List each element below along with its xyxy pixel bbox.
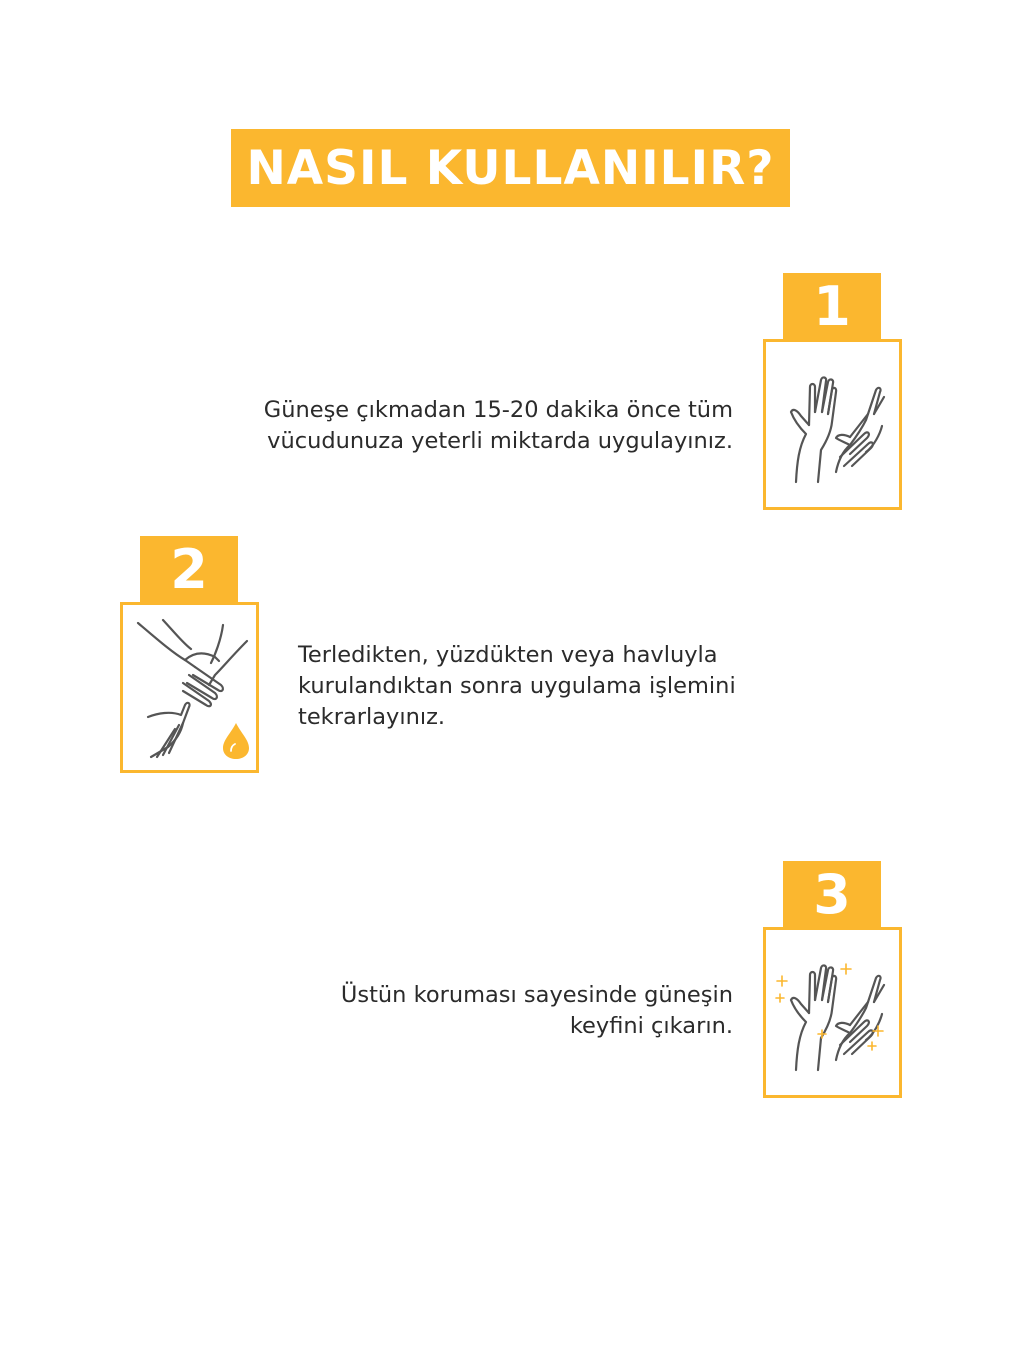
step-3-line-2: keyfini çıkarın. — [569, 1013, 733, 1039]
hands-apply-icon — [766, 342, 899, 507]
hands-sparkle-icon — [766, 930, 899, 1095]
page-title: NASIL KULLANILIR? — [246, 140, 775, 196]
step-2-number-tab — [140, 536, 238, 602]
step-3-number: 3 — [813, 862, 851, 926]
step-3-icon-box — [763, 927, 902, 1098]
step-2-line-2: kurulandıktan sonra uygulama işlemini — [298, 673, 736, 699]
step-1-line-2: vücudunuza yeterli miktarda uygulayınız. — [267, 428, 733, 454]
step-2-line-3: tekrarlayınız. — [298, 704, 446, 730]
step-3-number-tab — [783, 861, 881, 927]
step-2-icon-box — [120, 602, 259, 773]
step-3-line-1: Üstün koruması sayesinde güneşin — [340, 982, 733, 1008]
step-1-line-1: Güneşe çıkmadan 15-20 dakika önce tüm — [263, 397, 733, 423]
step-1-icon-box — [763, 339, 902, 510]
step-2-line-1: Terledikten, yüzdükten veya havluyla — [298, 642, 718, 668]
title-banner — [231, 129, 790, 207]
step-3-text — [173, 980, 733, 1042]
step-1-text — [173, 395, 733, 457]
step-1-number-tab — [783, 273, 881, 339]
step-1-number: 1 — [813, 274, 851, 338]
hand-on-arm-drop-icon — [123, 605, 256, 770]
step-2-number: 2 — [170, 537, 208, 601]
step-2-text — [298, 640, 798, 733]
